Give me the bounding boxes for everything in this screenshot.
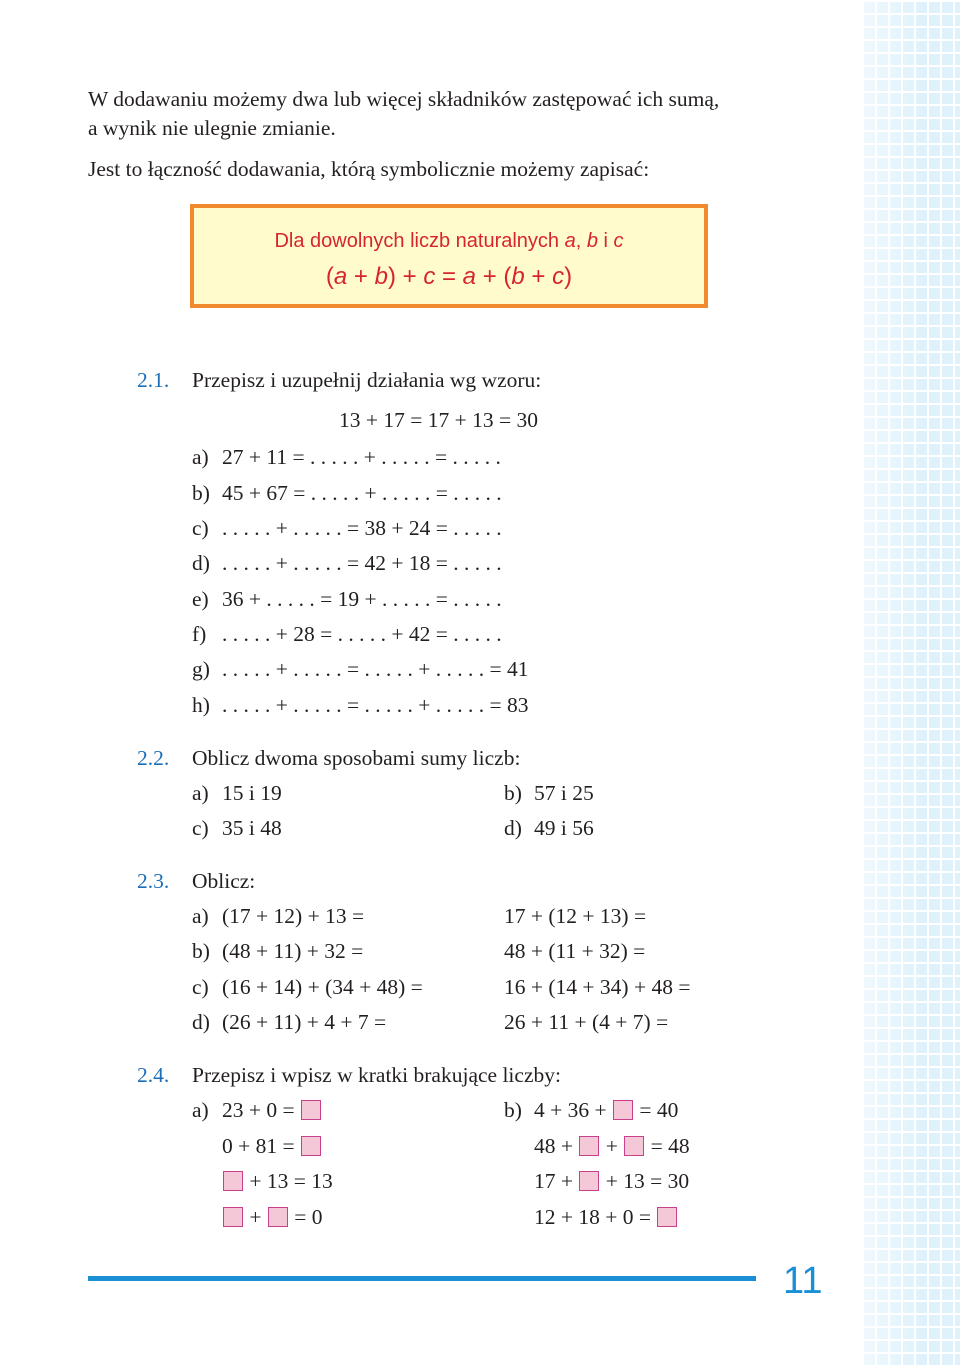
exercise-2-1-item-b: 45 + 67 = . . . . . + . . . . . = . . . . . (222, 481, 502, 505)
exercise-2-3-right-a: 17 + (12 + 13) = (504, 904, 647, 928)
exercise-2-2-item-b: 57 i 25 (534, 781, 594, 805)
exercise-2-3-left-d: (26 + 11) + 4 + 7 = (222, 1010, 387, 1034)
exercise-2-4-b-row-3: 17 + + 13 = 30 (534, 1169, 690, 1193)
side-grid-fade (862, 0, 960, 1367)
exercise-2-3-left-c: (16 + 14) + (34 + 48) = (222, 975, 423, 999)
intro-line-3: Jest to łączność dodawania, którą symbolicznie możemy zapisać: (88, 157, 650, 181)
exercise-2-1-item-g: . . . . . + . . . . . = . . . . . + . . . . . = 41 (222, 657, 529, 681)
answer-box[interactable] (657, 1207, 677, 1227)
exercise-2-2-label-d: d) (504, 816, 522, 840)
exercise-2-1-title: Przepisz i uzupełnij działania wg wzoru: (192, 368, 542, 392)
exercise-2-3-label-c: c) (192, 975, 209, 999)
exercise-2-3-right-c: 16 + (14 + 34) + 48 = (504, 975, 691, 999)
exercise-2-1-item-f: . . . . . + 28 = . . . . . + 42 = . . . . . (222, 622, 502, 646)
exercise-2-3-left-a: (17 + 12) + 13 = (222, 904, 365, 928)
rule-box (190, 204, 708, 308)
exercise-2-4-b-row-1: 4 + 36 + = 40 (534, 1098, 679, 1122)
intro-line-2: a wynik nie ulegnie zmianie. (88, 116, 336, 140)
answer-box[interactable] (624, 1136, 644, 1156)
intro-line-1: W dodawaniu możemy dwa lub więcej składników zastępować ich sumą, (88, 87, 720, 111)
answer-box[interactable] (579, 1136, 599, 1156)
page-number: 11 (783, 1260, 823, 1302)
exercise-2-1-item-e: 36 + . . . . . = 19 + . . . . . = . . . . . (222, 587, 502, 611)
exercise-2-4-title: Przepisz i wpisz w kratki brakujące liczby: (192, 1063, 561, 1087)
answer-box[interactable] (579, 1171, 599, 1191)
answer-box[interactable] (301, 1136, 321, 1156)
exercise-number-2-4: 2.4. (137, 1063, 170, 1087)
exercise-2-1-label-d: d) (192, 551, 210, 575)
exercise-2-4-label-b: b) (504, 1098, 522, 1122)
exercise-number-2-2: 2.2. (137, 746, 170, 770)
exercise-2-1-label-g: g) (192, 657, 210, 681)
exercise-2-1-item-h: . . . . . + . . . . . = . . . . . + . . . . . = 83 (222, 693, 529, 717)
footer-rule (88, 1276, 756, 1281)
exercise-2-1-label-h: h) (192, 693, 210, 717)
exercise-2-4-label-a: a) (192, 1098, 209, 1122)
answer-box[interactable] (301, 1100, 321, 1120)
exercise-2-4-a-row-3: + 13 = 13 (222, 1168, 333, 1194)
exercise-2-4-b-row-4: 12 + 18 + 0 = (534, 1204, 678, 1230)
exercise-2-2-item-d: 49 i 56 (534, 816, 594, 840)
exercise-2-2-item-c: 35 i 48 (222, 816, 282, 840)
rule-statement: Dla dowolnych liczb naturalnych a, b i c (274, 230, 624, 252)
exercise-2-2-label-a: a) (192, 781, 209, 805)
exercise-2-3-right-b: 48 + (11 + 32) = (504, 939, 646, 963)
exercise-2-3-title: Oblicz: (192, 869, 256, 893)
exercise-number-2-3: 2.3. (137, 869, 170, 893)
exercise-2-1-item-d: . . . . . + . . . . . = 42 + 18 = . . . . . (222, 551, 502, 575)
answer-box[interactable] (223, 1207, 243, 1227)
exercise-2-1-label-c: c) (192, 516, 209, 540)
exercise-2-4-b-row-2: 48 + + = 48 (534, 1134, 690, 1158)
exercise-2-3-label-d: d) (192, 1010, 210, 1034)
exercise-2-3-label-a: a) (192, 904, 209, 928)
exercise-2-1-label-e: e) (192, 587, 209, 611)
exercise-2-4-a-row-2: 0 + 81 = (222, 1133, 322, 1159)
answer-box[interactable] (223, 1171, 243, 1191)
exercise-2-2-label-b: b) (504, 781, 522, 805)
exercise-2-2-label-c: c) (192, 816, 209, 840)
exercise-2-1-label-f: f) (192, 622, 207, 646)
answer-box[interactable] (268, 1207, 288, 1227)
exercise-2-1-item-c: . . . . . + . . . . . = 38 + 24 = . . . . . (222, 516, 502, 540)
exercise-2-1-item-a: 27 + 11 = . . . . . + . . . . . = . . . . . (222, 445, 501, 469)
exercise-2-4-a-row-4: + = 0 (222, 1204, 323, 1230)
exercise-2-2-item-a: 15 i 19 (222, 781, 282, 805)
exercise-2-3-left-b: (48 + 11) + 32 = (222, 939, 364, 963)
exercise-2-2-title: Oblicz dwoma sposobami sumy liczb: (192, 746, 521, 770)
exercise-2-3-right-d: 26 + 11 + (4 + 7) = (504, 1010, 669, 1034)
answer-box[interactable] (613, 1100, 633, 1120)
exercise-2-1-label-b: b) (192, 481, 210, 505)
exercise-number-2-1: 2.1. (137, 368, 170, 392)
exercise-2-3-label-b: b) (192, 939, 210, 963)
exercise-2-1-label-a: a) (192, 445, 209, 469)
rule-formula: (a + b) + c = a + (b + c) (325, 263, 573, 290)
exercise-2-4-a-row-1: 23 + 0 = (222, 1097, 322, 1123)
exercise-2-1-example: 13 + 17 = 17 + 13 = 30 (339, 408, 539, 432)
